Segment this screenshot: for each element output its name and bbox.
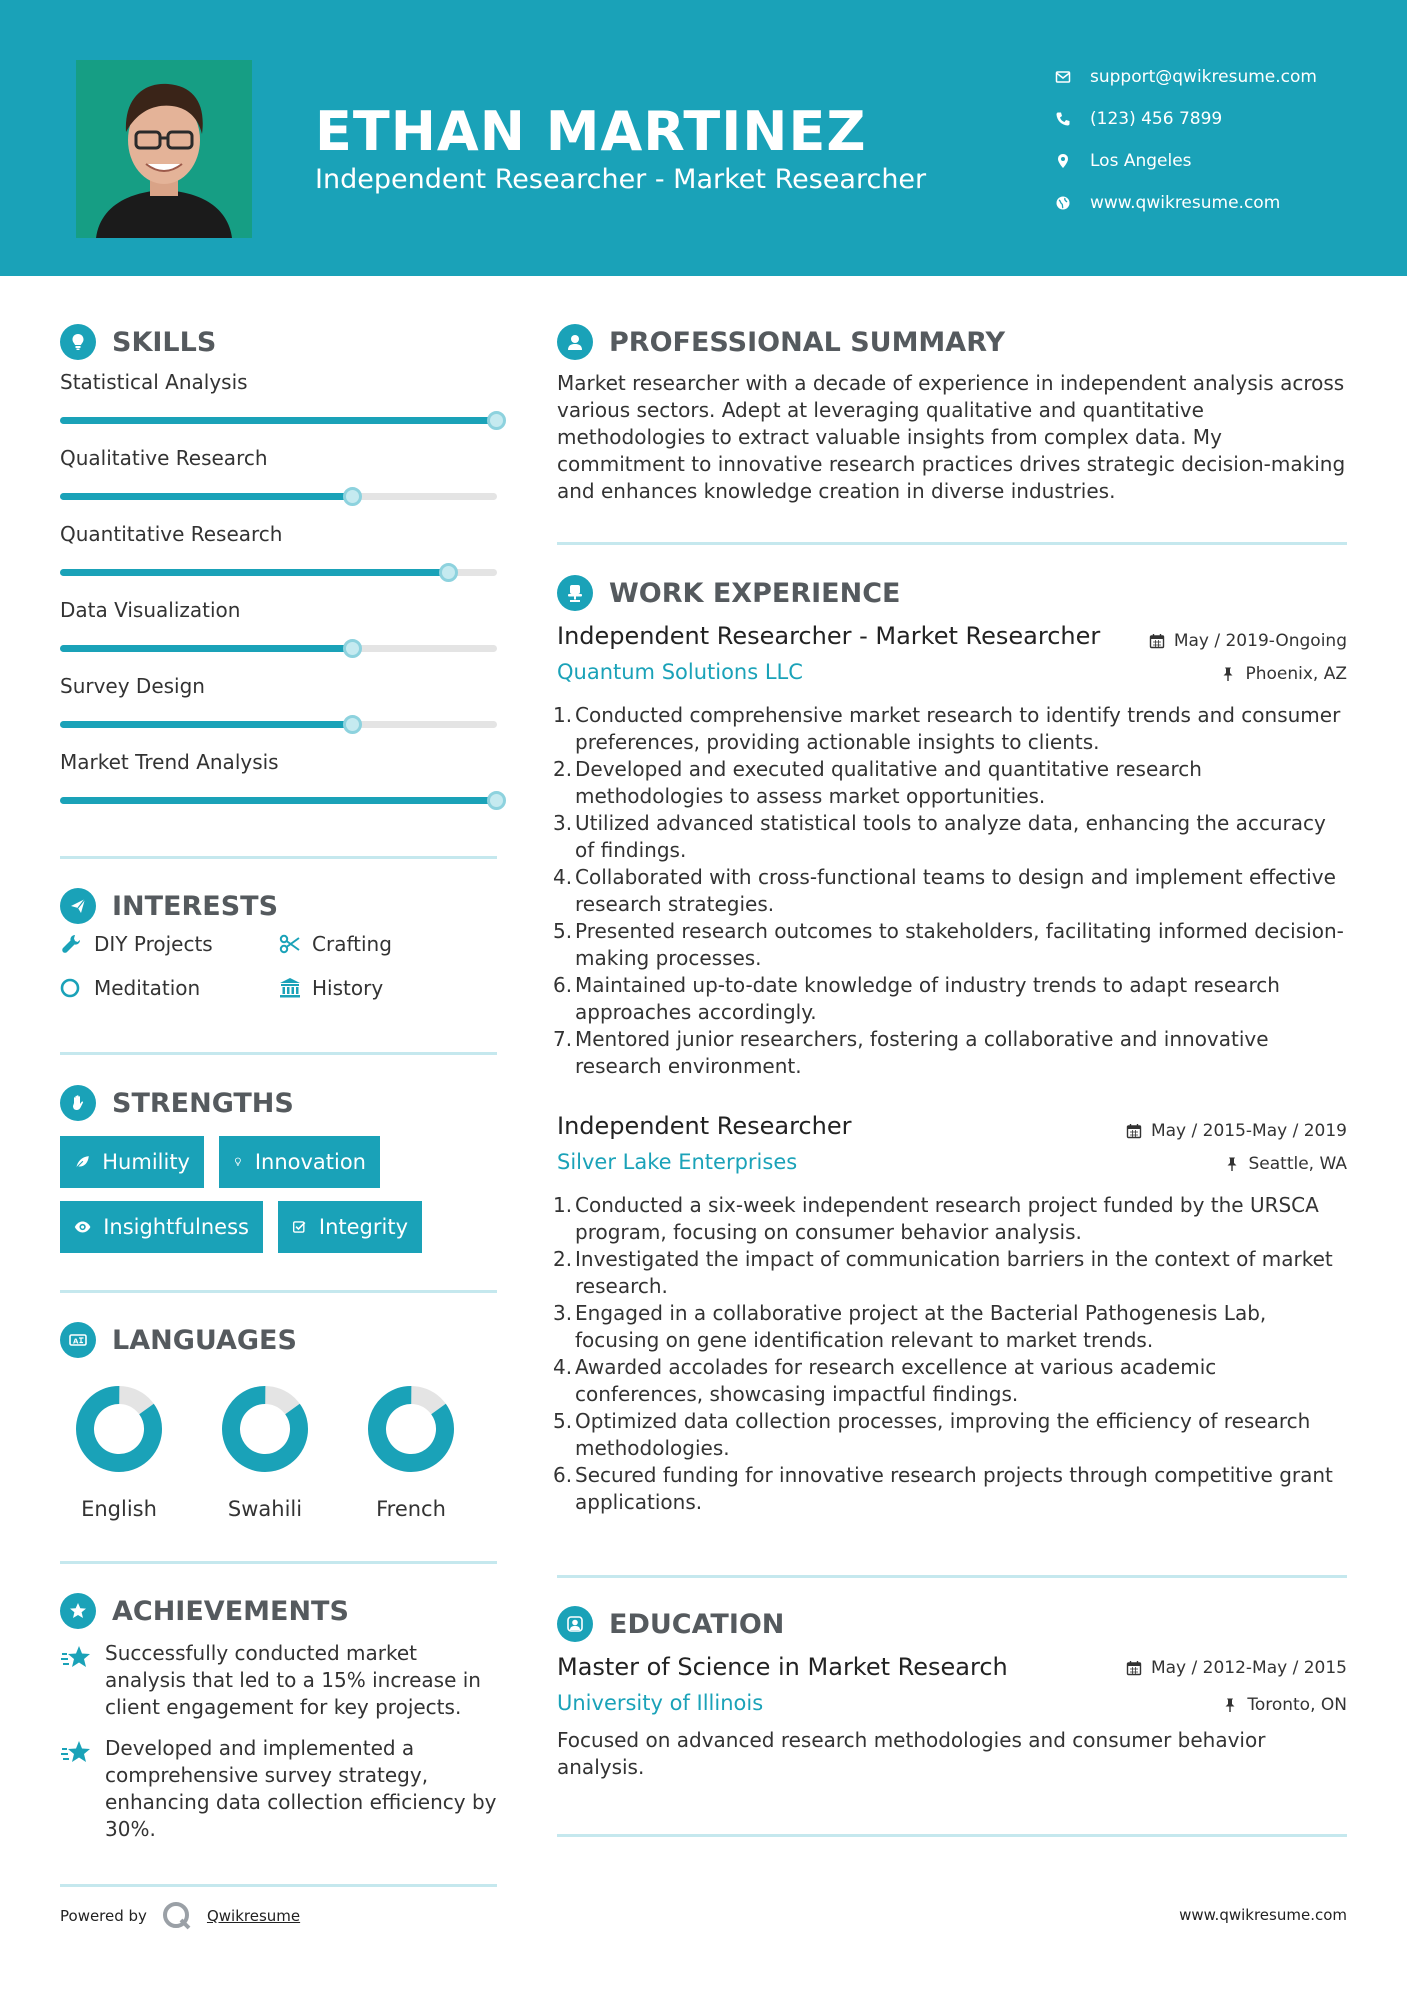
skill-name: Survey Design [60,674,205,698]
achievement-text: Developed and implemented a comprehensive survey strategy, enhancing data collection efficiency by 30%. [105,1736,497,1841]
skill-bar-fill [60,493,353,500]
job-bullet: 5. Optimized data collection processes, improving the efficiency of research methodologies. [553,1409,1311,1460]
section-divider [60,1561,497,1564]
skills-title: SKILLS [112,326,217,358]
circle-icon [60,976,84,1000]
strength-label: Humility [102,1150,190,1174]
skill-list [60,370,500,826]
languages-title: LANGUAGES [112,1324,297,1356]
globe-icon [1054,194,1072,212]
skill-bar-knob [343,715,362,734]
job-bullet: 2. Developed and executed qualitative and quantitative research methodologies to assess market opportunities. [553,757,1202,808]
skill-bar-fill [60,569,449,576]
skill-item [60,522,500,598]
contact-website[interactable] [1054,182,1317,224]
job-date-text: May / 2015-May / 2019 [1150,1121,1347,1141]
envelope-icon [1054,68,1072,86]
skill-bar [60,797,497,804]
skill-name: Data Visualization [60,598,241,622]
contact-phone[interactable] [1054,98,1317,140]
language-name: Swahili [227,1497,303,1521]
job-bullet-text: Awarded accolades for research excellence at various academic conferences, showcasing impactful findings. [575,1355,1217,1406]
job-bullet-text: Utilized advanced statistical tools to analyze data, enhancing the accuracy of findings. [575,811,1326,862]
strength-label: Insightfulness [103,1215,249,1239]
achievement-item [60,1640,500,1721]
summary-heading [557,324,1005,360]
wrench-icon [60,932,84,956]
language-item [205,1385,325,1521]
section-divider [60,856,497,859]
skill-bar [60,493,497,500]
experience-title: WORK EXPERIENCE [609,577,901,609]
job-bullets [553,702,1347,1080]
skill-name: Quantitative Research [60,522,283,546]
skill-item [60,370,500,446]
lightbulb-icon [60,324,96,360]
candidate-name: ETHAN MARTINEZ [315,100,867,163]
skill-bar-knob [343,487,362,506]
strength-label: Integrity [318,1215,408,1239]
interest-label: History [312,976,384,1000]
strengths-heading [60,1085,294,1121]
job-company: Silver Lake Enterprises [557,1150,798,1174]
skill-bar [60,417,497,424]
job-location-text: Phoenix, AZ [1245,664,1347,684]
job-bullet: 3. Engaged in a collaborative project at the Bacterial Pathogenesis Lab, focusing on gene identification relevant to market trends. [553,1301,1267,1352]
contact-location-text: Los Angeles [1090,151,1192,171]
job-bullet-text: Conducted a six-week independent research project funded by the URSCA program, focusing on consumer behavior analysis. [575,1193,1319,1244]
education-date [1126,1658,1347,1678]
strengths-title: STRENGTHS [112,1087,294,1119]
language-icon [60,1322,96,1358]
contact-email-text: support@qwikresume.com [1090,67,1317,87]
skill-bar [60,569,497,576]
skill-bar-knob [487,791,506,810]
job-bullet: 4. Awarded accolades for research excellence at various academic conferences, showcasing impactful findings. [553,1355,1217,1406]
job-location [1220,664,1347,684]
svg-text:A: A [73,1337,79,1346]
job-bullet-text: Engaged in a collaborative project at the Bacterial Pathogenesis Lab, focusing on gene identification relevant to market trends. [575,1301,1267,1352]
check-square-icon [292,1216,307,1238]
skill-bar-fill [60,721,353,728]
paper-plane-icon [60,888,96,924]
powered-by [60,1898,300,1934]
language-item [351,1385,471,1521]
hand-icon [60,1085,96,1121]
skill-name: Statistical Analysis [60,370,248,394]
pushpin-icon [1224,1156,1240,1172]
language-name: French [376,1497,446,1521]
job-bullet-text: Presented research outcomes to stakeholders, facilitating informed decision-making processes. [575,919,1344,970]
language-name: English [81,1497,157,1521]
interest-item [278,932,392,956]
job-bullet: 3. Utilized advanced statistical tools to analyze data, enhancing the accuracy of findings. [553,811,1326,862]
strength-tag [60,1136,204,1188]
job-bullet: 6. Secured funding for innovative research projects through competitive grant applications. [553,1463,1333,1514]
job-bullet: 1. Conducted comprehensive market research to identify trends and consumer preferences, providing actionable insights to clients. [553,703,1341,754]
job-bullet-text: Secured funding for innovative research projects through competitive grant applications. [575,1463,1333,1514]
star-badge-icon [60,1593,96,1629]
skill-item [60,598,500,674]
education-heading [557,1606,784,1642]
skill-bar-fill [60,797,497,804]
phone-icon [1054,110,1072,128]
interests-heading [60,888,278,924]
job-bullet-text: Developed and executed qualitative and quantitative research methodologies to assess market opportunities. [575,757,1202,808]
section-divider [557,1575,1347,1578]
job-title: Independent Researcher [557,1112,852,1140]
skill-item [60,674,500,750]
job-bullet-text: Maintained up-to-date knowledge of industry trends to adapt research approaches accordingly. [575,973,1280,1024]
footer-website[interactable]: www.qwikresume.com [1179,1906,1347,1924]
contact-website-text: www.qwikresume.com [1090,193,1281,213]
profile-photo [76,60,252,238]
calendar-icon [1126,1660,1142,1676]
interest-item [60,932,213,956]
job-date [1126,1121,1347,1141]
contact-location [1054,140,1317,182]
language-donut [367,1385,455,1473]
job-company: Quantum Solutions LLC [557,660,803,684]
skill-bar [60,645,497,652]
skill-item [60,446,500,522]
calendar-icon [1126,1123,1142,1139]
job-date [1149,631,1347,651]
job-date-text: May / 2019-Ongoing [1173,631,1347,651]
interest-item [60,976,200,1000]
skill-bar-knob [343,639,362,658]
interest-label: DIY Projects [94,932,213,956]
achievements-title: ACHIEVEMENTS [112,1595,349,1627]
job-bullet: 4. Collaborated with cross-functional teams to design and implement effective research strategies. [553,865,1336,916]
leaf-icon [74,1151,90,1173]
experience-heading [557,575,900,611]
achievement-text: Successfully conducted market analysis that led to a 15% increase in client engagement for key projects. [105,1641,481,1719]
skill-name: Market Trend Analysis [60,750,279,774]
scissors-icon [278,932,302,956]
job-location-text: Seattle, WA [1248,1154,1347,1174]
section-divider [557,1834,1347,1837]
job-bullet-text: Investigated the impact of communication barriers in the context of market research. [575,1247,1333,1298]
job-location [1224,1154,1348,1174]
calendar-icon [1149,633,1165,649]
qwikresume-logo-icon [159,1898,195,1934]
strength-tag [60,1201,263,1253]
job-bullet-text: Mentored junior researchers, fostering a collaborative and innovative research environment. [575,1027,1269,1078]
lightbulb-icon [233,1151,243,1173]
education-date-text: May / 2012-May / 2015 [1150,1658,1347,1678]
pushpin-icon [1220,666,1236,682]
qwikresume-link[interactable]: Qwikresume [206,1907,301,1925]
skill-bar-knob [439,563,458,582]
strength-tag [219,1136,380,1188]
degree-title: Master of Science in Market Research [557,1653,1008,1681]
pushpin-icon [1222,1697,1238,1713]
languages-heading [60,1322,297,1358]
school-name: University of Illinois [557,1691,764,1715]
skills-heading [60,324,216,360]
museum-icon [278,976,302,1000]
graduate-icon [557,1606,593,1642]
eye-icon [74,1216,91,1238]
job-bullets [553,1192,1347,1516]
skill-item [60,750,500,826]
strength-tag [278,1201,422,1253]
contact-email[interactable] [1054,56,1317,98]
interests-title: INTERESTS [112,890,279,922]
skill-bar-fill [60,645,353,652]
contact-phone-text: (123) 456 7899 [1090,109,1223,129]
section-divider [557,542,1347,545]
job-bullet-text: Optimized data collection processes, improving the efficiency of research methodologies. [575,1409,1311,1460]
job-bullet: 6. Maintained up-to-date knowledge of industry trends to adapt research approaches accordingly. [553,973,1280,1024]
section-divider [60,1884,497,1887]
language-donut [221,1385,309,1473]
language-donut [75,1385,163,1473]
achievement-item [60,1735,500,1843]
summary-title: PROFESSIONAL SUMMARY [609,326,1006,358]
interest-label: Meditation [94,976,201,1000]
education-title: EDUCATION [609,1608,785,1640]
job-bullet: 1. Conducted a six-week independent research project funded by the URSCA program, focusing on consumer behavior analysis. [553,1193,1319,1244]
header [0,0,1407,276]
job-bullet: 2. Investigated the impact of communication barriers in the context of market research. [553,1247,1333,1298]
education-location [1222,1695,1347,1715]
contact-list [1054,56,1317,224]
skill-bar-fill [60,417,497,424]
powered-by-text: Powered by [60,1907,147,1925]
education-location-text: Toronto, ON [1247,1695,1347,1715]
strength-label: Innovation [254,1150,366,1174]
skill-bar-knob [487,411,506,430]
section-divider [60,1290,497,1293]
achievements-heading [60,1593,349,1629]
star-icon [60,1739,92,1767]
job-title: Independent Researcher - Market Researcher [557,622,1101,650]
job-bullet-text: Collaborated with cross-functional teams to design and implement effective research strategies. [575,865,1336,916]
star-icon [60,1644,92,1672]
education-description: Focused on advanced research methodologies and consumer behavior analysis. [557,1728,1266,1779]
interest-item [278,976,383,1000]
interest-label: Crafting [312,932,392,956]
briefcase-chair-icon [557,575,593,611]
map-pin-icon [1054,152,1072,170]
user-icon [557,324,593,360]
skill-name: Qualitative Research [60,446,268,470]
language-item [59,1385,179,1521]
job-bullet: 7. Mentored junior researchers, fostering a collaborative and innovative research environment. [553,1027,1269,1078]
skill-bar [60,721,497,728]
job-bullet-text: Conducted comprehensive market research to identify trends and consumer preferences, providing actionable insights to clients. [575,703,1341,754]
job-bullet: 5. Presented research outcomes to stakeholders, facilitating informed decision-making processes. [553,919,1344,970]
candidate-title: Independent Researcher - Market Researcher [315,164,927,195]
summary-text: Market researcher with a decade of experience in independent analysis across various sectors. Adept at leveraging qualitative and quantitative methodologies to extract valuable insights from complex data. My commitment to innovative research practices drives strategic decision-making and enhances knowledge creation in diverse industries. [557,371,1346,503]
section-divider [60,1052,497,1055]
